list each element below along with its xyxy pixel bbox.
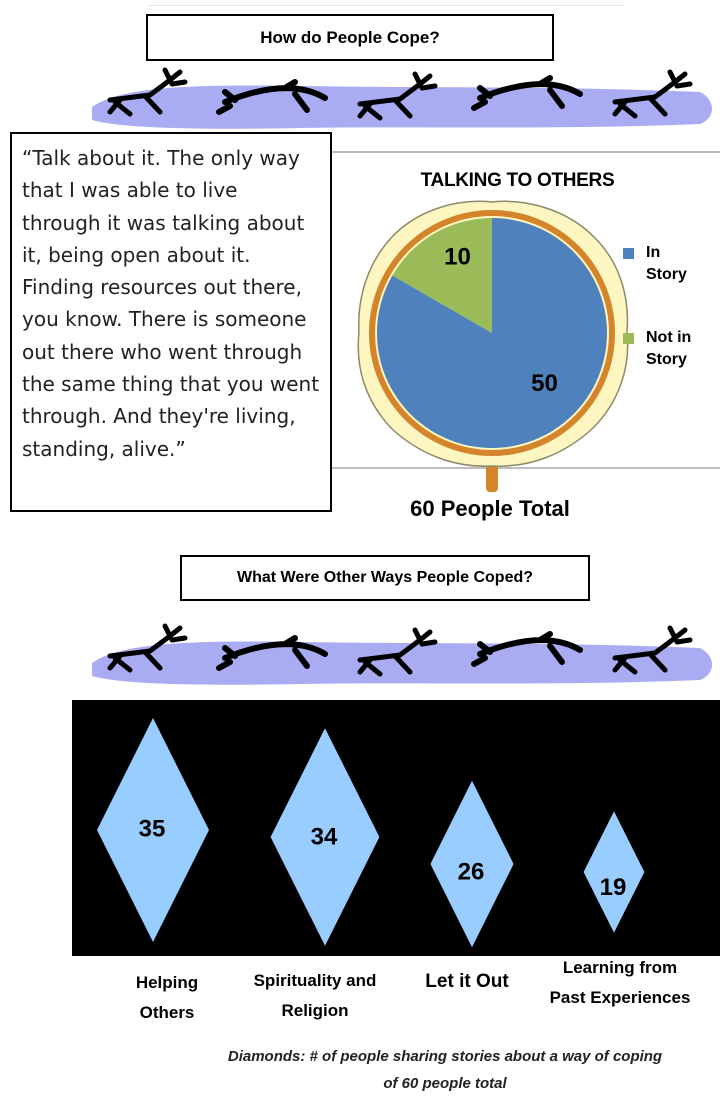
category-label-line: Past Experiences — [549, 988, 691, 1007]
section-title: What Were Other Ways People Coped? — [180, 555, 590, 601]
category-label-line: Others — [139, 1003, 195, 1022]
page-title: How do People Cope? — [146, 14, 554, 61]
diamond-mark — [584, 811, 645, 933]
diamond-value-label: 34 — [310, 823, 338, 851]
chart-caption — [150, 1043, 720, 1097]
legend-label: Story — [646, 266, 687, 283]
quote-text: “Talk about it. The only way that I was able to live through it was talking about it, being open about it. Finding resources out there, you know. There is someone out there who went through the same thing that you went through. And they're living, standing, alive.” — [22, 146, 320, 461]
category-label-learning — [535, 953, 705, 1013]
legend-label: Story — [646, 351, 687, 368]
category-label-line: Spirituality and — [253, 971, 377, 990]
legend-label: In — [646, 244, 661, 261]
category-label-let-it-out — [408, 967, 526, 997]
diamond-value-label: 35 — [138, 815, 166, 843]
category-label-line: Helping — [135, 973, 199, 992]
category-label-line: Religion — [281, 1001, 349, 1020]
diamond-chart-panel — [72, 700, 720, 956]
divider-line-top — [330, 151, 720, 153]
banner-drum-figures-top — [0, 62, 720, 132]
category-label-line: Let it Out — [425, 971, 509, 992]
diamond-value-label: 26 — [457, 858, 485, 886]
pie-chart — [355, 192, 720, 498]
pie-chart-title: TALKING TO OTHERS — [420, 170, 615, 191]
diamond-value-label: 19 — [599, 873, 627, 901]
category-label-helping-others — [112, 968, 222, 1028]
pie-slice-label: 50 — [531, 370, 558, 398]
caption-line: Diamonds: # of people sharing stories about a way of coping — [227, 1048, 663, 1065]
legend-swatch — [623, 248, 634, 259]
pie-total-label: 60 People Total — [410, 496, 570, 521]
category-label-line: Learning from — [562, 958, 678, 977]
quote-box — [10, 132, 332, 512]
pie-slice-label: 10 — [444, 243, 471, 271]
banner-drum-figures-bottom — [0, 618, 720, 688]
diamond-chart — [72, 700, 720, 956]
top-rule — [148, 5, 624, 6]
legend-swatch — [623, 333, 634, 344]
legend-label: Not in — [646, 329, 692, 346]
caption-line: of 60 people total — [383, 1075, 507, 1092]
category-label-spirituality — [240, 966, 390, 1026]
